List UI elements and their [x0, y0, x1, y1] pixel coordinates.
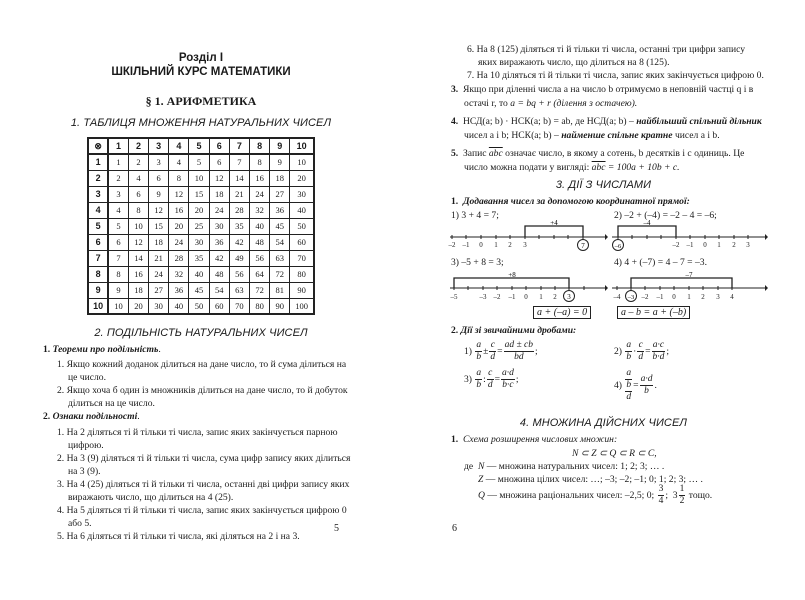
- svg-text:–4: –4: [643, 219, 651, 227]
- gcd-lcm-line1: 4. НСД(a; b) · НСК(a; b) = ab, де НСД(a; b) – найбільший спільний дільник: [451, 116, 762, 127]
- table-cell: 42: [209, 250, 229, 266]
- sign-1-line1: 1. На 2 діляться ті й тільки ті числа, запис яких закінчується парною: [57, 427, 338, 438]
- page-number-left: 5: [334, 523, 339, 534]
- table-cell: 54: [209, 282, 229, 298]
- table-header-cell: 1: [108, 138, 128, 154]
- table-cell: 6: [128, 186, 148, 202]
- fraction-rule-divide: 3) $\frac{a}{b}$ : $\frac{c}{d}$ = $\frac{a\cdot d}{b\cdot c}$ ;: [464, 368, 519, 390]
- table-cell: 27: [149, 282, 169, 298]
- table-cell: 5: [189, 154, 209, 170]
- multiplication-table: [87, 137, 315, 315]
- table-row: [88, 298, 314, 314]
- table-cell: 35: [229, 218, 249, 234]
- svg-text:–3: –3: [479, 293, 487, 301]
- table-cell: 16: [169, 202, 189, 218]
- table-cell: 70: [290, 250, 314, 266]
- table-cell: 56: [229, 266, 249, 282]
- svg-text:7: 7: [581, 242, 585, 250]
- addition-example-2: 2) –2 + (–4) = –2 – 4 = –6;: [614, 210, 717, 221]
- table-row: [88, 234, 314, 250]
- rule-opposite-sum: a + (–a) = 0: [533, 307, 591, 318]
- table-cell: 9: [149, 186, 169, 202]
- table-cell: 20: [169, 218, 189, 234]
- table-cell: 6: [209, 154, 229, 170]
- table-cell: 30: [149, 298, 169, 314]
- rule-subtraction: a – b = a + (–b): [617, 307, 690, 318]
- chapter-title: ШКІЛЬНИЙ КУРС МАТЕМАТИКИ: [111, 66, 291, 78]
- table-cell: 36: [169, 282, 189, 298]
- table-cell: 54: [270, 234, 290, 250]
- digit-notation-line1: 5. Запис $\overline{abc}$ означає число, в якому a сотень, b десятків і c одиниць. Це: [451, 148, 745, 159]
- table-cell: 80: [290, 266, 314, 282]
- table-header-cell: 6: [209, 138, 229, 154]
- table-cell: 90: [290, 282, 314, 298]
- table-cell: 12: [128, 234, 148, 250]
- svg-text:–1: –1: [508, 293, 516, 301]
- fraction-rule-multiply: 2) $\frac{a}{b}$ · $\frac{c}{d}$ = $\frac{a\cdot c}{b\cdot d}$ ;: [614, 340, 670, 362]
- table-cell: 20: [290, 170, 314, 186]
- table-cell: 3: [108, 186, 128, 202]
- table-row: [88, 154, 314, 170]
- table-cell: 1: [108, 154, 128, 170]
- addition-example-1: 1) 3 + 4 = 7;: [451, 210, 499, 221]
- signs-heading: 2. Ознаки подільності.: [43, 411, 140, 422]
- remainder-formula: a = bq + r: [510, 98, 551, 109]
- table-row: [88, 218, 314, 234]
- number-line-example-3: [448, 271, 608, 308]
- table-cell: 90: [270, 298, 290, 314]
- table-cell: 15: [149, 218, 169, 234]
- table-cell: 30: [189, 234, 209, 250]
- table-cell: 63: [270, 250, 290, 266]
- section-title: § 1. АРИФМЕТИКА: [145, 94, 257, 108]
- page-number-right: 6: [452, 523, 457, 534]
- sign-4-line1: 4. На 5 діляться ті й тільки ті числа, запис яких закінчується цифрою 0: [57, 505, 347, 516]
- table-header-cell: 10: [290, 138, 314, 154]
- gcd-lcm-line2: чисел a і b; НСК(a; b) – найменше спільне кратне чисел a і b.: [464, 130, 720, 141]
- svg-text:1: 1: [494, 241, 498, 249]
- sign-5-line1: 5. На 6 діляться ті й тільки ті числа, які діляться на 2 і на 3.: [57, 531, 300, 542]
- fraction-rule-add: 1) $\frac{a}{b}$ ± $\frac{c}{d}$ = $\frac{ad \pm cb}{bd}$ ;: [464, 340, 538, 362]
- table-cell: 16: [250, 170, 270, 186]
- svg-text:–2: –2: [672, 241, 680, 249]
- table-cell: 40: [250, 218, 270, 234]
- svg-text:–1: –1: [656, 293, 664, 301]
- table-cell: 12: [169, 186, 189, 202]
- table-header-cell: 3: [149, 138, 169, 154]
- svg-text:–2: –2: [448, 241, 456, 249]
- addition-example-4: 4) 4 + (–7) = 4 – 7 = –3.: [614, 257, 707, 268]
- integers-line: Z — множина цілих чисел: …; –3; –2; –1; 0; 1; 2; 3; … .: [478, 474, 703, 485]
- table-cell: 48: [250, 234, 270, 250]
- svg-text:2: 2: [701, 293, 705, 301]
- svg-text:–1: –1: [462, 241, 470, 249]
- table-cell: 18: [149, 234, 169, 250]
- sets-heading: 1. Схема розширення числових множин:: [451, 434, 618, 445]
- table-cell: 40: [169, 298, 189, 314]
- table-cell: 100: [290, 298, 314, 314]
- table-cell: 10: [290, 154, 314, 170]
- table-cell: 81: [270, 282, 290, 298]
- table-cell: 63: [229, 282, 249, 298]
- table-cell: 7: [229, 154, 249, 170]
- svg-text:–3: –3: [627, 294, 635, 301]
- row-label-cell: 9: [88, 282, 108, 298]
- table-cell: 32: [169, 266, 189, 282]
- theorem-1-line1: 1. Якщо кожний доданок ділиться на дане число, то й сума ділиться на: [57, 359, 347, 370]
- svg-text:–6: –6: [614, 243, 622, 250]
- table-cell: 8: [108, 266, 128, 282]
- table-header-cell: 2: [128, 138, 148, 154]
- table-cell: 72: [270, 266, 290, 282]
- sign-2-line1: 2. На 3 (9) діляться ті й тільки ті числа, сума цифр запису яких ділиться: [57, 453, 351, 464]
- sign-4-line2: або 5.: [68, 518, 92, 529]
- table-cell: 18: [128, 282, 148, 298]
- sign-6-line2: яких виражають число, що ділиться на 8 (125).: [478, 57, 670, 68]
- table-cell: 5: [108, 218, 128, 234]
- svg-text:1: 1: [687, 293, 691, 301]
- table-cell: 45: [270, 218, 290, 234]
- table-cell: 24: [149, 266, 169, 282]
- svg-text:0: 0: [524, 293, 528, 301]
- number-line-example-1: [448, 219, 608, 258]
- fraction-rule-compound: 4) a b d = $\frac{a\cdot d}{b}$ .: [614, 368, 657, 402]
- table-cell: 12: [149, 202, 169, 218]
- table-cell: 48: [209, 266, 229, 282]
- table-row: [88, 250, 314, 266]
- table-row: [88, 170, 314, 186]
- table-cell: 21: [229, 186, 249, 202]
- table-header-cell: 5: [189, 138, 209, 154]
- svg-text:4: 4: [730, 293, 734, 301]
- svg-text:1: 1: [539, 293, 543, 301]
- sign-3-line2: виражають число, що ділиться на 4 (25).: [68, 492, 234, 503]
- table-cell: 49: [229, 250, 249, 266]
- table-cell: 60: [209, 298, 229, 314]
- right-page: [402, 0, 805, 600]
- subsection-title-divisibility: 2. ПОДІЛЬНІСТЬ НАТУРАЛЬНИХ ЧИСЕЛ: [94, 327, 308, 339]
- table-cell: 4: [128, 170, 148, 186]
- svg-text:0: 0: [672, 293, 676, 301]
- table-cell: 24: [169, 234, 189, 250]
- table-cell: 20: [128, 298, 148, 314]
- section3-title: 3. ДІЇ З ЧИСЛАМИ: [555, 179, 652, 191]
- table-header-cell: 8: [250, 138, 270, 154]
- table-cell: 6: [149, 170, 169, 186]
- table-cell: 25: [189, 218, 209, 234]
- table-cell: 30: [209, 218, 229, 234]
- svg-text:–2: –2: [493, 293, 501, 301]
- sign-3-line1: 3. На 4 (25) діляться ті й тільки ті числа, останні дві цифри запису яких: [57, 479, 350, 490]
- table-cell: 3: [149, 154, 169, 170]
- table-cell: 50: [189, 298, 209, 314]
- table-cell: 9: [270, 154, 290, 170]
- table-cell: 12: [209, 170, 229, 186]
- table-cell: 4: [108, 202, 128, 218]
- svg-text:–7: –7: [685, 271, 693, 279]
- row-label-cell: 6: [88, 234, 108, 250]
- svg-text:–2: –2: [641, 293, 649, 301]
- table-header-cell: 9: [270, 138, 290, 154]
- section4-title: 4. МНОЖИНА ДІЙСНИХ ЧИСЕЛ: [519, 417, 688, 429]
- table-cell: 36: [270, 202, 290, 218]
- table-cell: 28: [229, 202, 249, 218]
- table-header-cell: 7: [229, 138, 249, 154]
- svg-text:0: 0: [479, 241, 483, 249]
- table-cell: 24: [209, 202, 229, 218]
- table-cell: 20: [189, 202, 209, 218]
- table-cell: 28: [169, 250, 189, 266]
- table-row: [88, 186, 314, 202]
- table-cell: 18: [270, 170, 290, 186]
- svg-text:3: 3: [567, 293, 571, 301]
- addition-heading: 1. Додавання чисел за допомогою координатної прямої:: [451, 196, 690, 207]
- table-row: [88, 266, 314, 282]
- table-cell: 16: [128, 266, 148, 282]
- svg-text:+4: +4: [550, 219, 558, 227]
- sign-1-line2: цифрою.: [68, 440, 104, 451]
- table-cell: 36: [209, 234, 229, 250]
- remainder-rule-line1: 3. Якщо при діленні числа a на число b отримуємо в неповній частці q і в: [451, 84, 754, 95]
- svg-text:2: 2: [553, 293, 557, 301]
- table-cell: 70: [229, 298, 249, 314]
- row-label-cell: 8: [88, 266, 108, 282]
- theorem-2-line1: 2. Якщо хоча б один із множників ділиться на дане число, то й добуток: [57, 385, 348, 396]
- svg-text:3: 3: [716, 293, 720, 301]
- table-cell: 4: [169, 154, 189, 170]
- sign-6-line1: 6. На 8 (125) діляться ті й тільки ті числа, останні три цифри запису: [467, 44, 746, 55]
- theorems-heading: 1. Теореми про подільність.: [43, 344, 161, 355]
- table-cell: 27: [270, 186, 290, 202]
- table-cell: 15: [189, 186, 209, 202]
- table-cell: 24: [250, 186, 270, 202]
- table-cell: 80: [250, 298, 270, 314]
- table-cell: 2: [128, 154, 148, 170]
- row-label-cell: 7: [88, 250, 108, 266]
- table-cell: 9: [108, 282, 128, 298]
- theorem-1-line2: це число.: [68, 372, 106, 383]
- table-cell: 10: [128, 218, 148, 234]
- svg-text:2: 2: [732, 241, 736, 249]
- svg-text:–5: –5: [450, 293, 458, 301]
- table-cell: 8: [250, 154, 270, 170]
- table-cell: 14: [229, 170, 249, 186]
- digit-notation-line2: число можна подати у вигляді: $\overline{abc} = 100a + 10b + c$.: [464, 162, 680, 173]
- svg-text:1: 1: [717, 241, 721, 249]
- sign-2-line2: на 3 (9).: [68, 466, 101, 477]
- table-cell: 30: [290, 186, 314, 202]
- table-cell: 35: [189, 250, 209, 266]
- svg-text:3: 3: [746, 241, 750, 249]
- table-header-cell: 4: [169, 138, 189, 154]
- row-label-cell: 1: [88, 154, 108, 170]
- table-cell: 14: [128, 250, 148, 266]
- svg-text:–1: –1: [686, 241, 694, 249]
- table-cell: 7: [108, 250, 128, 266]
- table-cell: 72: [250, 282, 270, 298]
- table-cell: 10: [189, 170, 209, 186]
- table-cell: 40: [290, 202, 314, 218]
- fractions-heading: 2. Дії зі звичайними дробами:: [451, 325, 577, 336]
- remainder-rule-line2: остачі r, то a = bq + r (ділення з остачею).: [464, 98, 638, 109]
- table-cell: 8: [169, 170, 189, 186]
- table-cell: 45: [189, 282, 209, 298]
- table-header-row: [88, 138, 314, 154]
- chapter-label: Розділ I: [178, 52, 224, 64]
- sets-chain: N ⊂ Z ⊂ Q ⊂ R ⊂ C,: [572, 448, 657, 459]
- table-cell: 6: [108, 234, 128, 250]
- row-label-cell: 3: [88, 186, 108, 202]
- table-cell: 18: [209, 186, 229, 202]
- table-cell: 2: [108, 170, 128, 186]
- svg-text:2: 2: [508, 241, 512, 249]
- table-cell: 56: [250, 250, 270, 266]
- table-row: [88, 282, 314, 298]
- number-line-example-2: [610, 219, 770, 258]
- svg-text:+8: +8: [508, 271, 516, 279]
- svg-text:0: 0: [703, 241, 707, 249]
- addition-example-3: 3) –5 + 8 = 3;: [451, 257, 504, 268]
- sign-7-line1: 7. На 10 діляться ті й тільки ті числа, запис яких закінчується цифрою 0.: [467, 70, 764, 81]
- svg-text:–4: –4: [613, 293, 621, 301]
- multiply-symbol-icon: ⊗: [88, 138, 108, 154]
- table-cell: 8: [128, 202, 148, 218]
- table-cell: 21: [149, 250, 169, 266]
- row-label-cell: 4: [88, 202, 108, 218]
- table-cell: 50: [290, 218, 314, 234]
- subsection-title-multiplication: 1. ТАБЛИЦЯ МНОЖЕННЯ НАТУРАЛЬНИХ ЧИСЕЛ: [70, 117, 332, 129]
- natural-numbers-line: де N — множина натуральних чисел: 1; 2; 3; … .: [464, 461, 665, 472]
- theorem-2-line2: ділиться на це число.: [68, 398, 155, 409]
- table-cell: 42: [229, 234, 249, 250]
- table-row: [88, 202, 314, 218]
- row-label-cell: 2: [88, 170, 108, 186]
- row-label-cell: 10: [88, 298, 108, 314]
- table-cell: 10: [108, 298, 128, 314]
- rationals-line: Q — множина раціональних чисел: –2,5; 0; $\frac{3}{4}$ ; 3 $\frac{1}{2}$ тощо.: [478, 484, 713, 506]
- number-line-example-4: [610, 271, 770, 308]
- table-cell: 40: [189, 266, 209, 282]
- table-cell: 64: [250, 266, 270, 282]
- row-label-cell: 5: [88, 218, 108, 234]
- table-cell: 60: [290, 234, 314, 250]
- left-page: [0, 0, 402, 600]
- table-cell: 32: [250, 202, 270, 218]
- svg-text:3: 3: [523, 241, 527, 249]
